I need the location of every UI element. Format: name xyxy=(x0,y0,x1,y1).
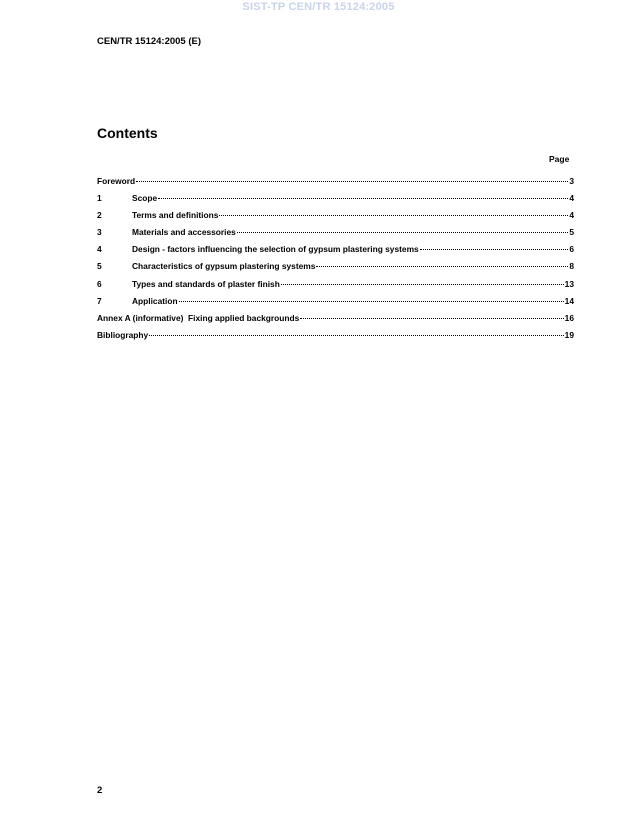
contents-heading: Contents xyxy=(97,125,158,141)
toc-leader-dots xyxy=(149,335,563,336)
toc-page-number: 19 xyxy=(564,329,574,340)
toc-leader-dots xyxy=(219,215,568,216)
toc-leader-dots xyxy=(136,181,568,182)
toc-leader-dots xyxy=(237,232,569,233)
toc-page-number: 5 xyxy=(569,227,574,238)
toc-page-number: 4 xyxy=(569,210,574,221)
toc-page-number: 4 xyxy=(569,193,574,204)
table-of-contents xyxy=(97,176,574,347)
toc-entry-terms[interactable] xyxy=(97,210,574,227)
toc-title: Design - factors influencing the selection of gypsum plastering systems xyxy=(132,244,419,255)
toc-section-number: 7 xyxy=(97,295,102,306)
toc-title: Characteristics of gypsum plastering systems xyxy=(132,261,316,272)
toc-page-number: 14 xyxy=(564,295,574,306)
toc-page-number: 3 xyxy=(569,176,574,186)
toc-section-number: 2 xyxy=(97,210,102,221)
page-column-label: Page xyxy=(549,154,570,164)
toc-page-number: 6 xyxy=(569,244,574,255)
toc-leader-dots xyxy=(300,318,563,319)
watermark: SIST-TP CEN/TR 15124:2005 xyxy=(242,1,395,13)
toc-page-number: 8 xyxy=(569,261,574,272)
toc-title: Application xyxy=(132,295,178,306)
toc-leader-dots xyxy=(316,266,568,267)
toc-entry-foreword[interactable] xyxy=(97,176,574,193)
toc-entry-materials[interactable] xyxy=(97,227,574,244)
toc-section-number: 5 xyxy=(97,261,102,272)
toc-title: Bibliography xyxy=(97,329,149,340)
toc-entry-types[interactable] xyxy=(97,279,574,296)
toc-entry-application[interactable] xyxy=(97,296,574,313)
toc-title: Terms and definitions xyxy=(132,210,219,221)
document-id: CEN/TR 15124:2005 (E) xyxy=(97,36,202,47)
toc-entry-annex-a[interactable] xyxy=(97,313,574,330)
toc-leader-dots xyxy=(158,198,568,199)
toc-leader-dots xyxy=(420,249,569,250)
toc-entry-scope[interactable] xyxy=(97,193,574,210)
toc-page-number: 13 xyxy=(564,278,574,289)
toc-leader-dots xyxy=(281,284,564,285)
toc-section-number: 3 xyxy=(97,227,102,238)
toc-section-number: 4 xyxy=(97,244,102,255)
toc-section-number: 6 xyxy=(97,278,102,289)
toc-title: Materials and accessories xyxy=(132,227,236,238)
toc-title: Foreword xyxy=(97,176,136,186)
toc-title: Scope xyxy=(132,193,158,204)
toc-entry-bibliography[interactable] xyxy=(97,330,574,347)
toc-entry-characteristics[interactable] xyxy=(97,261,574,278)
toc-page-number: 16 xyxy=(564,312,574,323)
toc-section-number: 1 xyxy=(97,193,102,204)
toc-entry-design[interactable] xyxy=(97,244,574,261)
toc-leader-dots xyxy=(179,301,564,302)
page-number: 2 xyxy=(97,785,103,796)
toc-title: Types and standards of plaster finish xyxy=(132,278,280,289)
toc-title: Annex A (informative) Fixing applied backgrounds xyxy=(97,312,300,323)
